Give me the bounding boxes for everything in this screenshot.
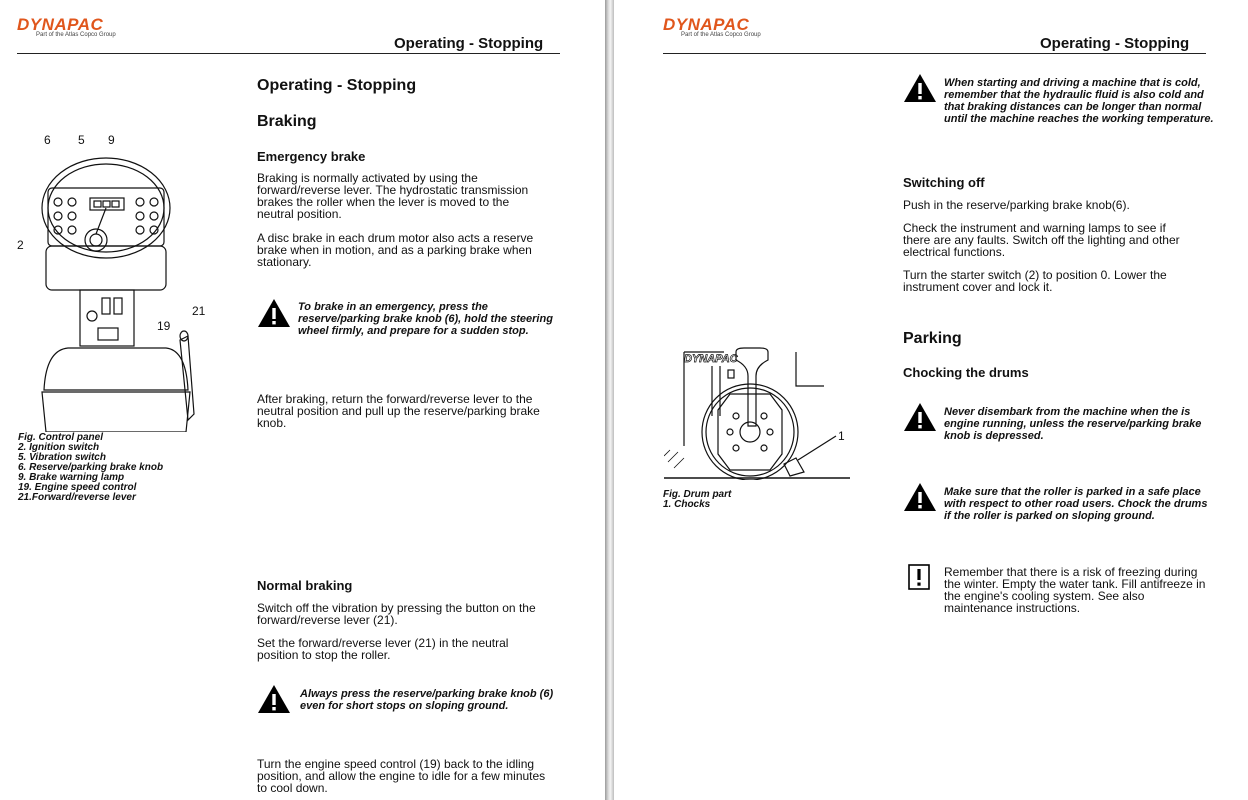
warning-icon	[903, 482, 937, 512]
text-line: if the roller is parked on sloping ground.	[944, 510, 1155, 522]
warning-icon	[903, 73, 937, 103]
warning-icon	[257, 684, 291, 714]
caption-line: 6. Reserve/parking brake knob	[18, 462, 164, 473]
label-2: 2	[17, 238, 24, 252]
text-line: Switch off the vibration by pressing the button on the	[257, 601, 536, 615]
text-line: Braking is normally activated by using the	[257, 171, 478, 185]
paragraph-braking	[257, 172, 528, 220]
drum-illustration	[664, 346, 854, 480]
paragraph-neutral	[257, 637, 508, 661]
text-line: Check the instrument and warning lamps to see if	[903, 221, 1166, 235]
warning-icon	[903, 402, 937, 432]
paragraph-vibration	[257, 602, 536, 626]
text-line: Turn the starter switch (2) to position 0. Lower the	[903, 268, 1167, 282]
text-line: stationary.	[257, 255, 312, 269]
running-header: Operating - Stopping	[394, 35, 544, 52]
text-line: brakes the roller when the lever is moved to the	[257, 195, 510, 209]
control-panel-illustration	[28, 150, 208, 432]
text-line: Push in the reserve/parking brake knob(6).	[903, 198, 1130, 212]
note-freezing-text	[944, 566, 1205, 614]
caption-line: 5. Vibration switch	[18, 452, 106, 463]
text-line: engine running, unless the reserve/parking brake	[944, 418, 1202, 430]
label-6: 6	[44, 133, 51, 147]
text-line: position, and allow the engine to idle for a few minutes	[257, 769, 546, 783]
text-line: remember that the hydraulic fluid is also cold and	[944, 89, 1204, 101]
normal-braking-heading: Normal braking	[257, 578, 353, 593]
page-divider	[605, 0, 614, 800]
text-line: neutral position and pull up the reserve/parking brake	[257, 404, 540, 418]
paragraph-starter-switch	[903, 269, 1167, 293]
switching-off-heading: Switching off	[903, 175, 985, 190]
text-line: wheel firmly, and prepare for a sudden stop.	[298, 325, 529, 337]
text-line: Make sure that the roller is parked in a safe place	[944, 486, 1201, 498]
parking-heading: Parking	[903, 330, 962, 347]
text-line: to cool down.	[257, 781, 328, 795]
text-line: reserve/parking brake knob (6), hold the steering	[298, 313, 553, 325]
text-line: brake when in motion, and as a parking brake when	[257, 243, 532, 257]
text-line: forward/reverse lever. The hydrostatic transmission	[257, 183, 529, 197]
text-line: electrical functions.	[903, 245, 1006, 259]
text-line: A disc brake in each drum motor also acts a reserve	[257, 231, 534, 245]
paragraph-disc-brake	[257, 232, 533, 268]
text-line: until the machine reaches the working temperature.	[944, 113, 1214, 125]
text-line: To brake in an emergency, press the	[298, 301, 488, 313]
text-line: forward/reverse lever (21).	[257, 613, 398, 627]
text-line: Turn the engine speed control (19) back to the idling	[257, 757, 535, 771]
text-line: with respect to other road users. Chock the drums	[944, 498, 1208, 510]
logo-tagline: Part of the Atlas Copco Group	[681, 32, 761, 38]
caption-line: 19. Engine speed control	[18, 482, 137, 493]
drum-caption	[663, 490, 731, 510]
page-title: Operating - Stopping	[257, 77, 417, 94]
header-rule	[663, 53, 1206, 54]
warning-sloping-text	[300, 688, 553, 712]
caption-line: 21.Forward/reverse lever	[18, 492, 136, 503]
text-line: knob is depressed.	[944, 430, 1044, 442]
right-page	[614, 0, 1248, 800]
dynapac-logo: DYNAPAC	[663, 15, 750, 34]
left-page	[0, 0, 605, 800]
warning-disembark-text	[944, 406, 1201, 442]
text-line: maintenance instructions.	[944, 601, 1081, 615]
text-line: the winter. Empty the water tank. Fill antifreeze in	[944, 577, 1206, 591]
text-line: Set the forward/reverse lever (21) in the neutral	[257, 636, 509, 650]
paragraph-after-braking	[257, 393, 540, 429]
text-line: After braking, return the forward/reverse lever to the	[257, 392, 533, 406]
label-19: 19	[157, 319, 171, 333]
chocking-heading: Chocking the drums	[903, 365, 1029, 380]
caption-line: Fig. Control panel	[18, 432, 103, 443]
paragraph-idle	[257, 758, 545, 794]
warning-parked-text	[944, 486, 1207, 522]
label-5: 5	[78, 133, 85, 147]
text-line: position to stop the roller.	[257, 648, 391, 662]
control-panel-caption	[18, 433, 163, 503]
caption-line: 1. Chocks	[663, 499, 711, 510]
text-line: Always press the reserve/parking brake knob (6)	[300, 688, 554, 700]
text-line: knob.	[257, 416, 287, 430]
label-9: 9	[108, 133, 115, 147]
text-line: neutral position.	[257, 207, 342, 221]
label-21: 21	[192, 304, 206, 318]
text-line: that braking distances can be longer than normal	[944, 101, 1202, 113]
text-line: there are any faults. Switch off the lighting and other	[903, 233, 1180, 247]
caption-line: 2. Ignition switch	[18, 442, 100, 453]
logo-tagline: Part of the Atlas Copco Group	[36, 32, 116, 38]
caution-note-icon	[908, 564, 930, 590]
dynapac-logo: DYNAPAC	[17, 15, 104, 34]
text-line: When starting and driving a machine that is cold,	[944, 77, 1201, 89]
paragraph-push-knob	[903, 199, 1130, 211]
paragraph-check-lamps	[903, 222, 1180, 258]
caption-line: 9. Brake warning lamp	[18, 472, 125, 483]
drum-body-lettering: DYNAPAC	[684, 353, 738, 365]
header-rule	[17, 53, 560, 54]
text-line: Never disembark from the machine when the is	[944, 406, 1191, 418]
text-line: Remember that there is a risk of freezing during	[944, 565, 1198, 579]
warning-icon	[257, 298, 291, 328]
warning-emergency-text	[298, 301, 553, 337]
label-1: 1	[838, 429, 845, 443]
emergency-brake-heading: Emergency brake	[257, 149, 366, 164]
running-header: Operating - Stopping	[1040, 35, 1190, 52]
text-line: the engine's cooling system. See also	[944, 589, 1145, 603]
caption-line: Fig. Drum part	[663, 489, 732, 500]
warning-cold-text	[944, 77, 1214, 125]
text-line: instrument cover and lock it.	[903, 280, 1053, 294]
braking-heading: Braking	[257, 113, 317, 130]
text-line: even for short stops on sloping ground.	[300, 700, 509, 712]
